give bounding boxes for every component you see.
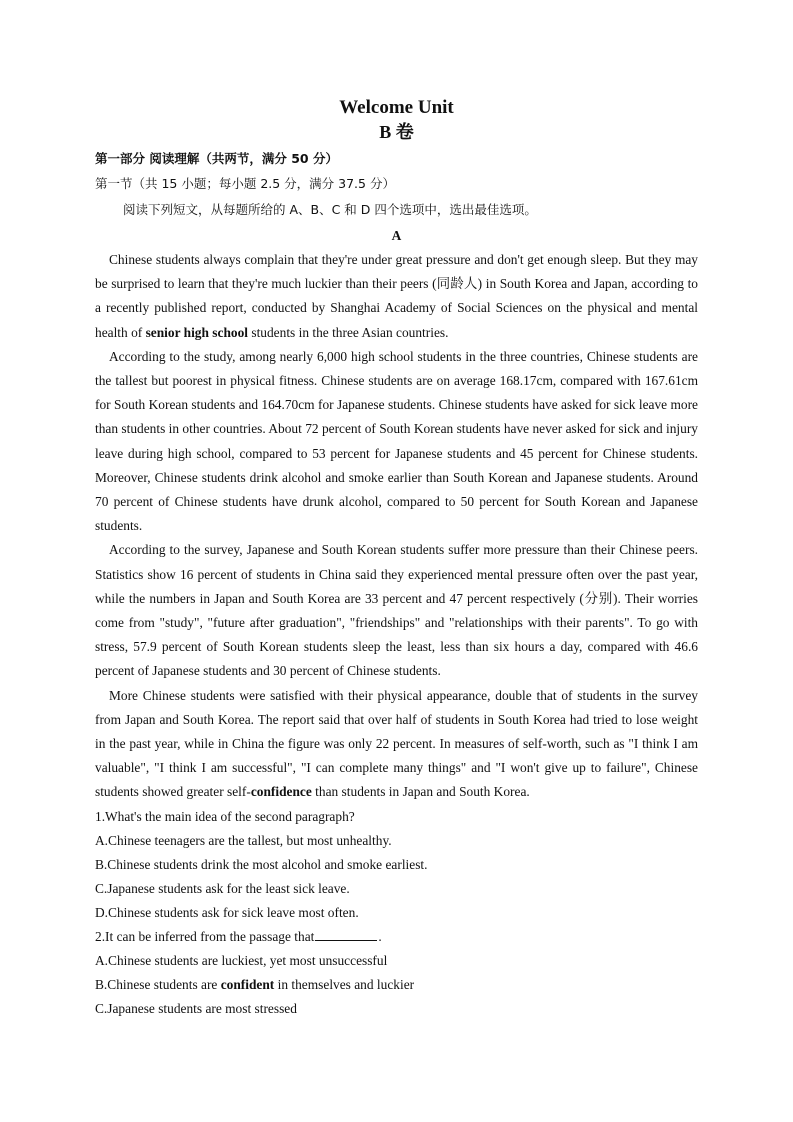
question-1-option-a: A.Chinese teenagers are the tallest, but most unhealthy. <box>95 832 392 848</box>
question-1-option-d: D.Chinese students ask for sick leave most often. <box>95 905 359 921</box>
paragraph-text: More Chinese students were satisfied with their physical appearance, double that of students in the survey from Japan and South Korea. The report said that over half of students in South Korea had tried to lose weight in the past year, while in China the figure was only 22 percent. In measures of self-worth, such as "I think I am valuable", "I think I am successful", "I can complete many things" and "I won't give up to failure", Chinese students showed greater self- <box>95 687 698 800</box>
bold-phrase: senior high school <box>145 324 249 340</box>
question-1-option-b: B.Chinese students drink the most alcohol and smoke earliest. <box>95 856 428 872</box>
paragraph-text: students in the three Asian countries. <box>248 324 449 340</box>
instruction-text: 阅读下列短文，从每题所给的 A、B、C 和 D 四个选项中，选出最佳选项。 <box>123 202 537 217</box>
question-2-option-c: C.Japanese students are most stressed <box>95 1001 297 1017</box>
question-2-option-a: A.Chinese students are luckiest, yet most unsuccessful <box>95 953 388 969</box>
question-stem-text: 2.It can be inferred from the passage that <box>95 929 315 945</box>
answer-blank <box>315 927 377 941</box>
bold-phrase: confident <box>220 977 275 993</box>
document-title: Welcome Unit <box>339 97 454 118</box>
part-heading: 第一部分 阅读理解（共两节，满分 50 分） <box>95 151 338 166</box>
passage-label: A <box>391 228 402 243</box>
passage-paragraph-3: According to the survey, Japanese and South Korean students suffer more pressure than their Chinese peers. Statistics show 16 percent of students in China said they experienced mental pressure often over the past year, while the numbers in Japan and South Korea are 33 percent and 47 percent respectively (分别). Their worries come from "study", "future after graduation", "friendships" and "relationships with their parents". To go with stress, 57.9 percent of South Korean students sleep the least, less than six hours a day, compared with 46.6 percent of Japanese students and 30 percent of Chinese students. <box>95 542 698 679</box>
paragraph-text: Chinese students always complain that they're under great pressure and don't get enough sleep. But they may be surprised to learn that they're much luckier than their peers (同龄人) in South Korea and Japan, according to a recently published report, conducted by Shanghai Academy of Social Sciences on the physical and mental health of <box>95 252 698 340</box>
option-text: in themselves and luckier <box>274 977 415 993</box>
document-page <box>95 96 698 1022</box>
document-subtitle: B 卷 <box>379 122 414 142</box>
question-1-option-c: C.Japanese students ask for the least sick leave. <box>95 880 350 896</box>
option-text: B.Chinese students are <box>95 977 221 993</box>
question-2-option-b <box>95 973 698 997</box>
bold-phrase: confidence <box>250 784 312 800</box>
section-heading: 第一节（共 15 小题；每小题 2.5 分，满分 37.5 分） <box>95 176 395 191</box>
passage-paragraph-4 <box>95 684 698 805</box>
question-1-stem: 1.What's the main idea of the second paragraph? <box>95 808 355 824</box>
question-stem-end: . <box>378 929 382 945</box>
question-2-stem <box>95 925 698 949</box>
paragraph-text: than students in Japan and South Korea. <box>311 784 530 800</box>
passage-paragraph-2: According to the study, among nearly 6,000 high school students in the three countries, Chinese students are the tallest but poorest in physical fitness. Chinese students are on average 168.17cm, compared with 167.61cm for South Korean students and 164.70cm for Japanese students. Chinese students have asked for sick leave more than students in other countries. About 72 percent of South Korean students have never asked for sick and injury leave during high school, compared to 53 percent for Japanese students and 45 percent for Chinese students. Moreover, Chinese students drink alcohol and smoke earlier than South Korean and Japanese students. Around 70 percent of Chinese students have drunk alcohol, compared to 50 percent for South Korean and Japanese students. <box>95 348 698 534</box>
passage-paragraph-1 <box>95 248 698 345</box>
